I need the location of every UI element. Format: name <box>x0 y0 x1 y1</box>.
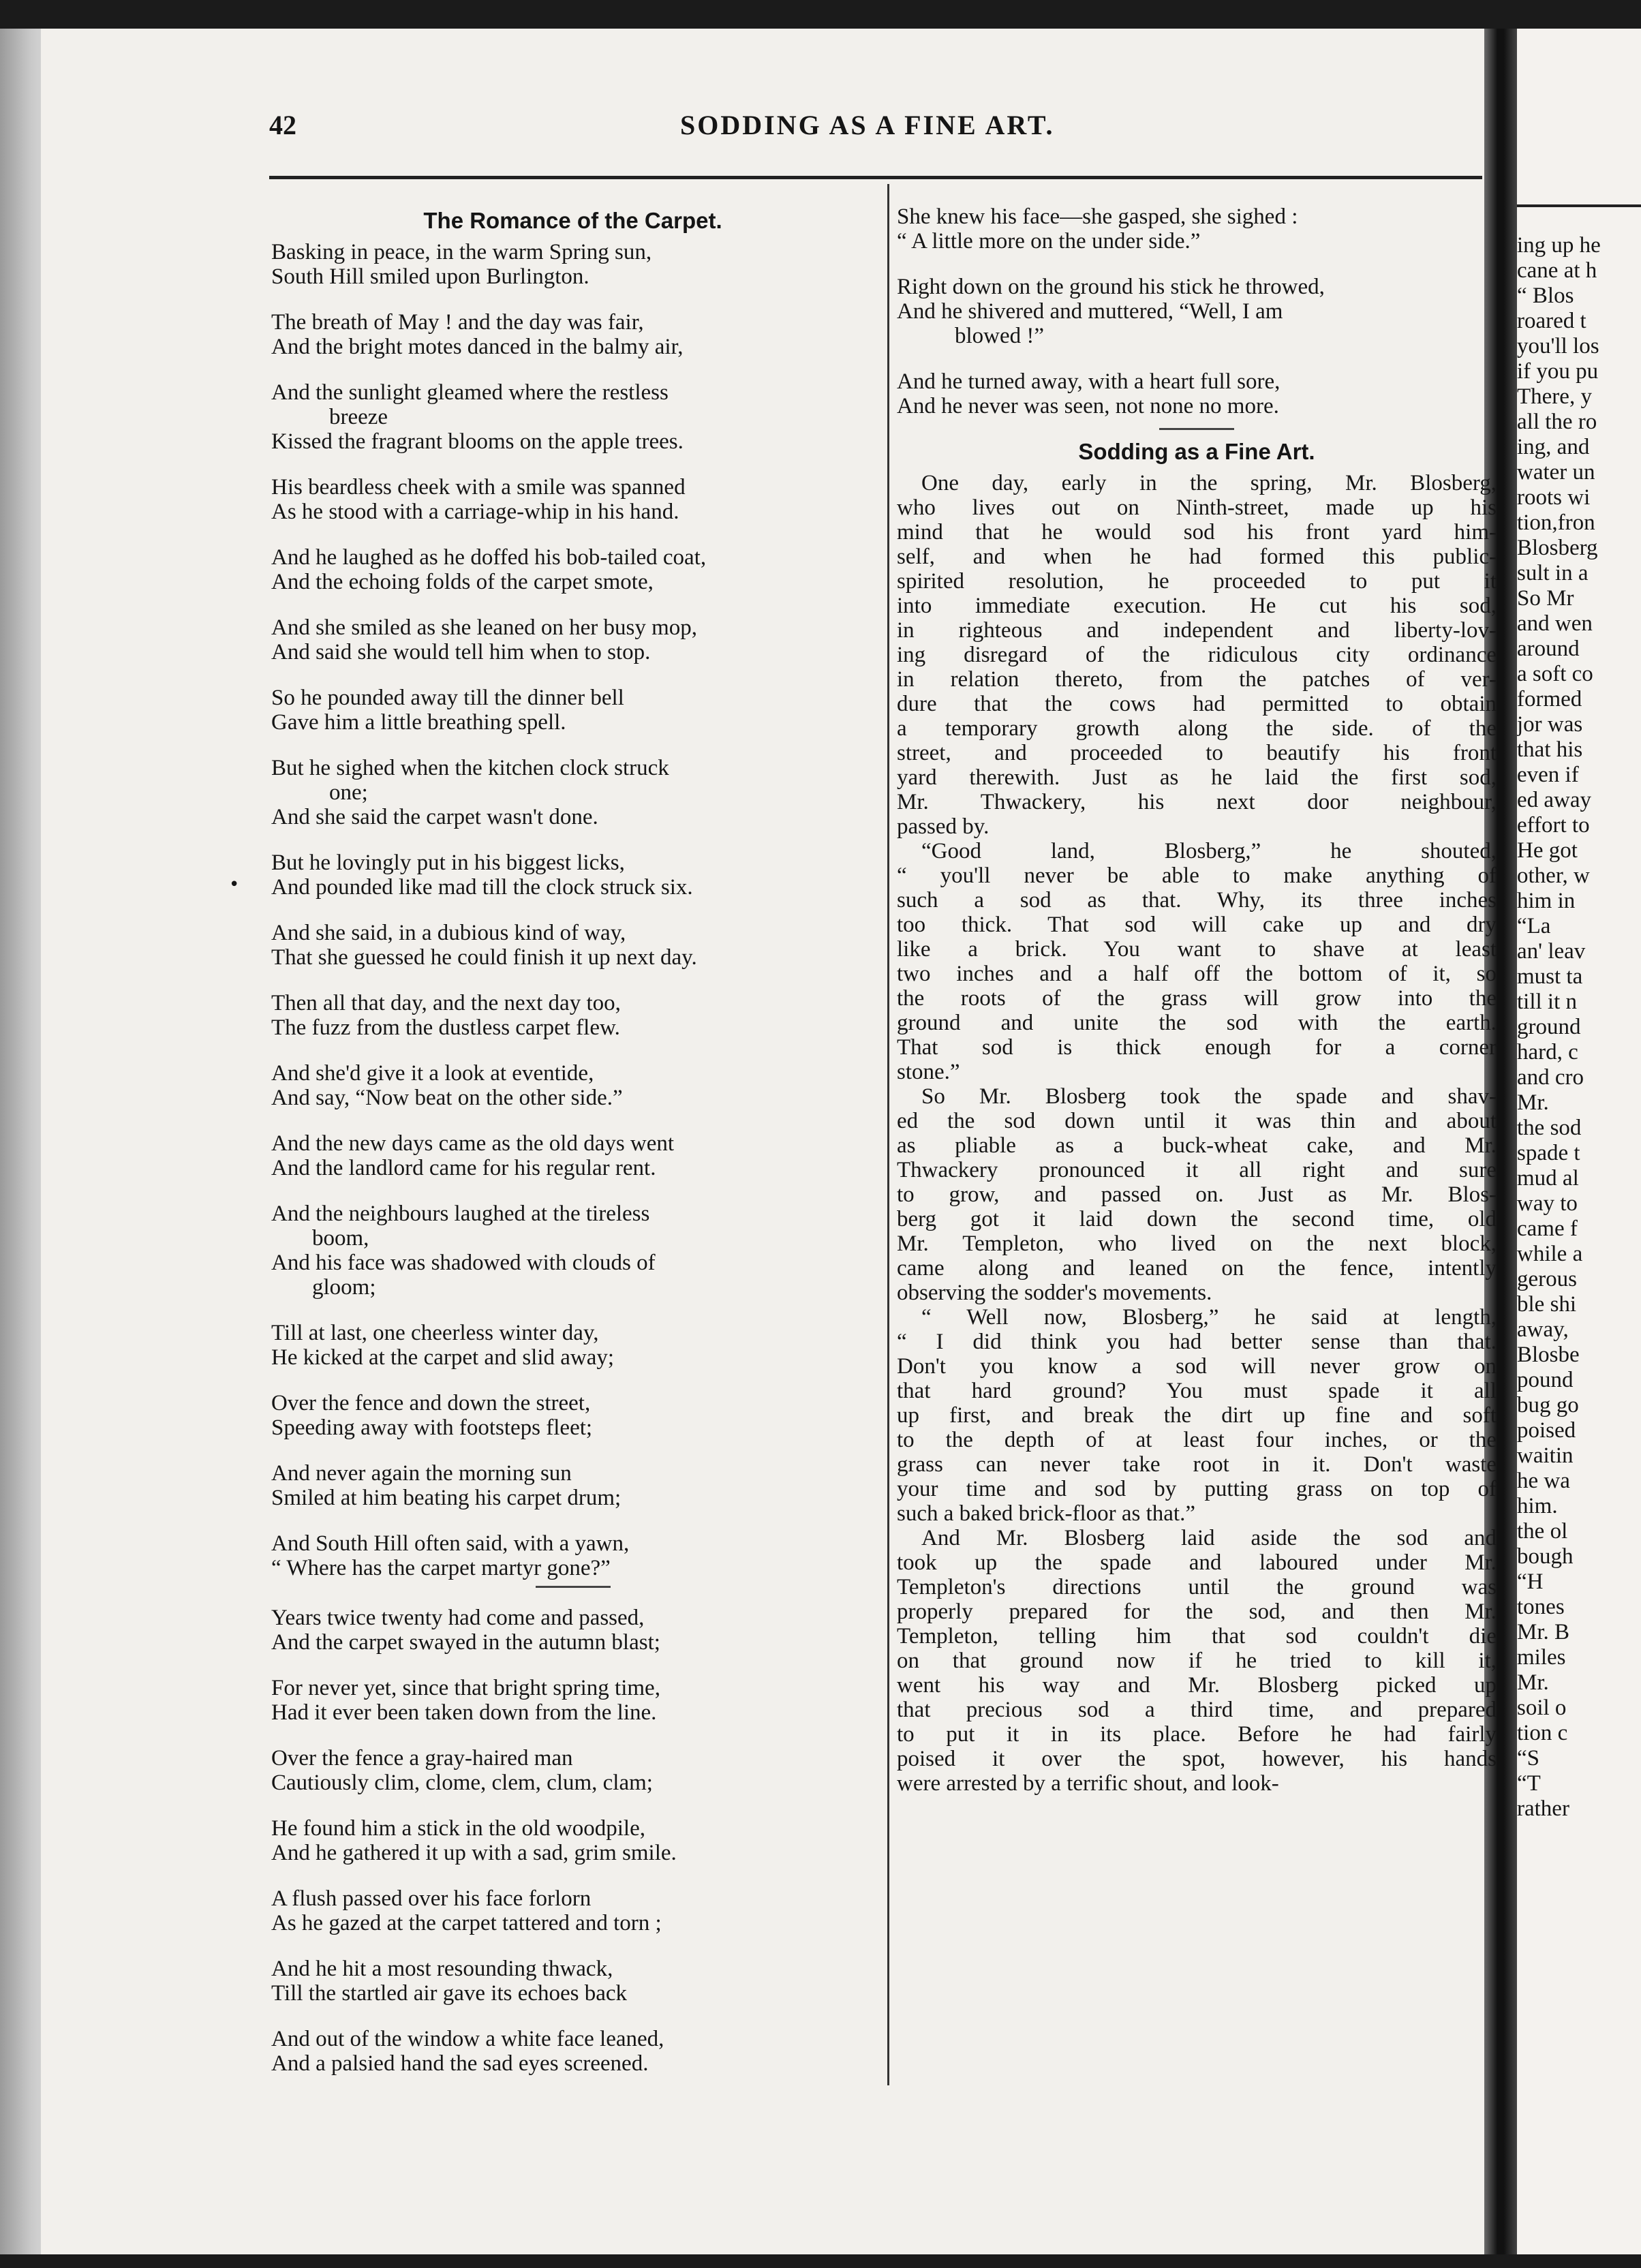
facing-page-line: “S <box>1517 1746 1539 1771</box>
verse-line: Smiled at him beating his carpet drum; <box>271 1486 622 1510</box>
verse-line: Years twice twenty had come and passed, <box>271 1606 645 1630</box>
text-line: Don't you know a sod will never grow on <box>897 1354 1497 1379</box>
verse-line: And he gathered it up with a sad, grim smile. <box>271 1841 677 1865</box>
facing-page-line: and wen <box>1517 611 1593 636</box>
facing-page-line: hard, c <box>1517 1040 1578 1064</box>
article-paragraph <box>897 839 1497 1084</box>
text-line: street, and proceeded to beautify his front <box>897 741 1497 765</box>
verse-line: Then all that day, and the next day too, <box>271 991 621 1015</box>
verse-line: And he turned away, with a heart full sore, <box>897 369 1280 394</box>
verse-line: As he gazed at the carpet tattered and torn ; <box>271 1911 662 1935</box>
article-column <box>897 204 1497 1796</box>
margin-mark: • <box>229 874 240 895</box>
text-line: berg got it laid down the second time, old <box>897 1207 1497 1231</box>
verse-line: Kissed the fragrant blooms on the apple trees. <box>271 429 684 454</box>
stanza <box>271 921 874 970</box>
stanza <box>271 1061 874 1110</box>
verse-line: And South Hill often said, with a yawn, <box>271 1531 630 1556</box>
stanza <box>271 545 874 594</box>
verse-line: And his face was shadowed with clouds of <box>271 1251 656 1275</box>
facing-page-line: Mr. <box>1517 1090 1549 1115</box>
verse-line: And he laughed as he doffed his bob-tailed coat, <box>271 545 707 570</box>
text-line: “ I did think you had better sense than that. <box>897 1330 1497 1354</box>
article-paragraph <box>897 1526 1497 1796</box>
stanza <box>271 756 874 829</box>
stanza <box>271 310 874 359</box>
text-line: passed by. <box>897 814 990 839</box>
text-line: Thwackery pronounced it all right and sure <box>897 1158 1497 1182</box>
facing-page-line: tion c <box>1517 1721 1568 1745</box>
stanza <box>897 275 1497 348</box>
verse-line: Till at last, one cheerless winter day, <box>271 1321 599 1345</box>
text-line: “ Well now, Blosberg,” he said at length, <box>921 1305 1497 1330</box>
verse-line: Till the startled air gave its echoes back <box>271 1981 628 2006</box>
text-line: two inches and a half off the bottom of it, so <box>897 962 1497 986</box>
verse-line: And out of the window a white face leaned, <box>271 2027 664 2051</box>
facing-page-line: ing up he <box>1517 233 1601 258</box>
text-line: So Mr. Blosberg took the spade and shav- <box>921 1084 1497 1109</box>
facing-page-line: There, y <box>1517 384 1592 409</box>
facing-page-line: bough <box>1517 1544 1574 1569</box>
text-line: on that ground now if he tried to kill it, <box>897 1649 1497 1673</box>
facing-page-line: way to <box>1517 1191 1578 1216</box>
poem-ending <box>897 204 1497 418</box>
verse-line: “ A little more on the under side.” <box>897 229 1201 254</box>
verse-line: Had it ever been taken down from the line. <box>271 1700 657 1725</box>
verse-line: And the bright motes danced in the balmy air, <box>271 335 684 359</box>
text-line: mind that he would sod his front yard him- <box>897 520 1497 545</box>
facing-page-line: bug go <box>1517 1393 1579 1418</box>
facing-page-line: must ta <box>1517 964 1583 989</box>
facing-page-line: effort to <box>1517 813 1590 838</box>
facing-page-line: “H <box>1517 1569 1544 1594</box>
stanza <box>271 240 874 289</box>
verse-line: Basking in peace, in the warm Spring sun, <box>271 240 652 264</box>
verse-line: A flush passed over his face forlorn <box>271 1886 592 1911</box>
text-line: to the depth of at least four inches, or the <box>897 1428 1497 1452</box>
text-line: “Good land, Blosberg,” he shouted, <box>921 839 1497 863</box>
facing-page-line: sult in a <box>1517 561 1589 585</box>
header-rule <box>269 176 1482 179</box>
verse-line: And he hit a most resounding thwack, <box>271 1957 613 1981</box>
text-line: Mr. Templeton, who lived on the next block, <box>897 1231 1497 1256</box>
text-line: that hard ground? You must spade it all <box>897 1379 1497 1403</box>
facing-page-line: that his <box>1517 737 1583 762</box>
facing-page-line: you'll los <box>1517 334 1599 358</box>
text-line: up first, and break the dirt up fine and soft <box>897 1403 1497 1428</box>
facing-page-line: poised <box>1517 1418 1576 1443</box>
verse-line: He found him a stick in the old woodpile, <box>271 1816 645 1841</box>
facing-page-line: roared t <box>1517 309 1586 333</box>
facing-page-line: he wa <box>1517 1469 1570 1493</box>
facing-page-line: gerous <box>1517 1267 1577 1291</box>
verse-line: one; <box>329 780 368 805</box>
text-line: in righteous and independent and liberty-lov- <box>897 618 1497 643</box>
running-title: SODDING AS A FINE ART. <box>680 110 1055 140</box>
poem-title: The Romance of the Carpet. <box>423 208 722 233</box>
verse-line: And said she would tell him when to stop. <box>271 640 651 664</box>
article-body <box>897 471 1497 1796</box>
text-line: to put it in its place. Before he had fairly <box>897 1722 1497 1747</box>
facing-page-line: even if <box>1517 763 1579 787</box>
verse-line: He kicked at the carpet and slid away; <box>271 1345 615 1370</box>
text-line: your time and sod by putting grass on top of <box>897 1477 1497 1501</box>
facing-page-line: Mr. B <box>1517 1620 1570 1644</box>
verse-line: And say, “Now beat on the other side.” <box>271 1086 623 1110</box>
verse-line: Over the fence a gray-haired man <box>271 1746 573 1771</box>
verse-line: But he sighed when the kitchen clock struck <box>271 756 669 780</box>
facing-page-rule <box>1517 204 1641 207</box>
article-paragraph <box>897 471 1497 839</box>
verse-line: As he stood with a carriage-whip in his hand. <box>271 500 679 524</box>
facing-page-line: waitin <box>1517 1443 1574 1468</box>
stanza <box>271 1957 874 2006</box>
facing-page-line: the ol <box>1517 1519 1568 1544</box>
verse-line: And the carpet swayed in the autumn blast; <box>271 1630 660 1655</box>
facing-page <box>1517 29 1641 2254</box>
facing-page-line: “T <box>1517 1771 1541 1796</box>
facing-page-line: ing, and <box>1517 435 1590 459</box>
text-line: who lives out on Ninth-street, made up his <box>897 495 1497 520</box>
text-line: took up the spade and laboured under Mr. <box>897 1550 1497 1575</box>
text-line: such a sod as that. Why, its three inches <box>897 888 1497 913</box>
verse-line: So he pounded away till the dinner bell <box>271 686 624 710</box>
text-line: went his way and Mr. Blosberg picked up <box>897 1673 1497 1698</box>
facing-page-line: roots wi <box>1517 485 1591 510</box>
text-line: ed the sod down until it was thin and about <box>897 1109 1497 1133</box>
verse-line: Over the fence and down the street, <box>271 1391 591 1415</box>
verse-line: And pounded like mad till the clock struck six. <box>271 875 693 900</box>
verse-line: And the new days came as the old days went <box>271 1131 675 1156</box>
facing-page-line: the sod <box>1517 1116 1582 1140</box>
stanza <box>271 380 874 454</box>
facing-page-line: around <box>1517 637 1580 661</box>
verse-line: And the neighbours laughed at the tireless <box>271 1201 650 1226</box>
facing-page-line: “La <box>1517 914 1551 938</box>
text-line: such a baked brick-floor as that.” <box>897 1501 1195 1526</box>
verse-line: And she'd give it a look at eventide, <box>271 1061 594 1086</box>
facing-page-line: an' leav <box>1517 939 1586 964</box>
poem-body <box>271 240 874 2076</box>
stanza <box>271 615 874 664</box>
verse-line: breeze <box>329 405 388 429</box>
text-line: in relation thereto, from the patches of ver- <box>897 667 1497 692</box>
verse-line: For never yet, since that bright spring time, <box>271 1676 660 1700</box>
text-line: stone.” <box>897 1060 960 1084</box>
facing-page-line: other, w <box>1517 863 1590 888</box>
text-line: like a brick. You want to shave at least <box>897 937 1497 962</box>
verse-line: And never again the morning sun <box>271 1461 572 1486</box>
facing-page-line: Mr. <box>1517 1670 1549 1695</box>
stanza <box>271 1816 874 1865</box>
stanza <box>897 204 1497 254</box>
verse-line: And he never was seen, not none no more. <box>897 394 1279 418</box>
facing-page-line: “ Blos <box>1517 284 1574 308</box>
verse-line: She knew his face—she gasped, she sighed : <box>897 204 1298 229</box>
facing-page-line: mud al <box>1517 1166 1579 1191</box>
text-line: “ you'll never be able to make anything of <box>897 863 1497 888</box>
facing-page-line: ground <box>1517 1015 1581 1039</box>
stanza <box>271 1461 874 1510</box>
article-paragraph <box>897 1305 1497 1526</box>
text-line: came along and leaned on the fence, intently <box>897 1256 1497 1281</box>
article-title: Sodding as a Fine Art. <box>1078 439 1315 464</box>
verse-line: Cautiously clim, clome, clem, clum, clam; <box>271 1771 653 1795</box>
facing-page-line: all the ro <box>1517 410 1597 434</box>
verse-line: And the sunlight gleamed where the restless <box>271 380 669 405</box>
facing-page-line: while a <box>1517 1242 1583 1266</box>
verse-line: South Hill smiled upon Burlington. <box>271 264 589 289</box>
facing-page-line: tion,fron <box>1517 510 1595 535</box>
text-line: One day, early in the spring, Mr. Blosberg, <box>921 471 1497 495</box>
text-line: a temporary growth along the side. of the <box>897 716 1497 741</box>
stanza <box>271 1886 874 1935</box>
stanza <box>271 475 874 524</box>
facing-page-line: him in <box>1517 889 1576 913</box>
facing-page-line: So Mr <box>1517 586 1574 611</box>
stanza <box>271 1131 874 1180</box>
stanza <box>271 1531 874 1580</box>
verse-line: Gave him a little breathing spell. <box>271 710 566 735</box>
text-line: into immediate execution. He cut his sod, <box>897 594 1497 618</box>
column-divider <box>887 184 889 2085</box>
text-line: Templeton, telling him that sod couldn't die <box>897 1624 1497 1649</box>
facing-page-line: till it n <box>1517 990 1578 1014</box>
verse-line: boom, <box>312 1226 369 1251</box>
facing-page-line: tones <box>1517 1595 1565 1619</box>
page-number: 42 <box>269 110 296 140</box>
stanza <box>271 686 874 735</box>
facing-page-line: him. <box>1517 1494 1558 1518</box>
text-line: grass can never take root in it. Don't waste <box>897 1452 1497 1477</box>
stanza <box>271 1676 874 1725</box>
text-line: too thick. That sod will cake up and dry <box>897 913 1497 937</box>
text-line: spirited resolution, he proceeded to put it <box>897 569 1497 594</box>
stanza <box>271 1201 874 1300</box>
facing-page-line: formed <box>1517 687 1582 711</box>
text-line: That sod is thick enough for a corner <box>897 1035 1497 1060</box>
facing-page-line: ed away <box>1517 788 1592 812</box>
facing-page-line: miles <box>1517 1645 1566 1670</box>
text-line: Templeton's directions until the ground was <box>897 1575 1497 1599</box>
facing-page-line: came f <box>1517 1216 1578 1241</box>
verse-line: blowed !” <box>955 324 1045 348</box>
facing-page-line: soil o <box>1517 1696 1567 1720</box>
text-line: that precious sod a third time, and prepared <box>897 1698 1497 1722</box>
verse-line: “ Where has the carpet martyr gone?” <box>271 1556 611 1580</box>
text-line: dure that the cows had permitted to obtain <box>897 692 1497 716</box>
facing-page-line: and cro <box>1517 1065 1584 1090</box>
facing-page-line: jor was <box>1517 712 1583 737</box>
facing-page-line: spade t <box>1517 1141 1580 1165</box>
verse-line: The fuzz from the dustless carpet flew. <box>271 1015 620 1040</box>
text-line: properly prepared for the sod, and then Mr. <box>897 1599 1497 1624</box>
verse-line: That she guessed he could finish it up next day. <box>271 945 697 970</box>
stanza <box>271 1606 874 1655</box>
facing-page-line: Blosberg <box>1517 536 1598 560</box>
stanza <box>271 850 874 900</box>
text-line: the roots of the grass will grow into the <box>897 986 1497 1011</box>
facing-page-line: water un <box>1517 460 1595 485</box>
verse-line: And the landlord came for his regular rent. <box>271 1156 656 1180</box>
verse-line: His beardless cheek with a smile was spanned <box>271 475 686 500</box>
facing-page-line: pound <box>1517 1368 1574 1392</box>
stanza <box>271 1391 874 1440</box>
verse-line: The breath of May ! and the day was fair, <box>271 310 644 335</box>
text-line: to grow, and passed on. Just as Mr. Blos- <box>897 1182 1497 1207</box>
verse-line: And the echoing folds of the carpet smote, <box>271 570 654 594</box>
verse-line: But he lovingly put in his biggest licks, <box>271 850 625 875</box>
text-line: as pliable as a buck-wheat cake, and Mr. <box>897 1133 1497 1158</box>
poem-column <box>271 204 874 2097</box>
verse-line: And she said, in a dubious kind of way, <box>271 921 626 945</box>
facing-page-line: cane at h <box>1517 258 1597 283</box>
verse-line: And she smiled as she leaned on her busy mop, <box>271 615 698 640</box>
facing-page-line: Blosbe <box>1517 1343 1580 1367</box>
verse-line: And he shivered and muttered, “Well, I am <box>897 299 1283 324</box>
facing-page-line: rather <box>1517 1796 1569 1821</box>
verse-line: gloom; <box>312 1275 376 1300</box>
facing-page-text <box>1517 233 1641 1822</box>
facing-page-line: if you pu <box>1517 359 1599 384</box>
text-line: poised it over the spot, however, his hands <box>897 1747 1497 1771</box>
stanza <box>271 1746 874 1795</box>
stanza <box>897 369 1497 418</box>
facing-page-line: away, <box>1517 1317 1569 1342</box>
text-line: yard therewith. Just as he laid the first sod, <box>897 765 1497 790</box>
text-line: Mr. Thwackery, his next door neighbour, <box>897 790 1497 814</box>
facing-page-line: a soft co <box>1517 662 1593 686</box>
stanza <box>271 1321 874 1370</box>
text-line: observing the sodder's movements. <box>897 1281 1212 1305</box>
verse-line: And she said the carpet wasn't done. <box>271 805 598 829</box>
verse-line: Right down on the ground his stick he throwed, <box>897 275 1325 299</box>
text-line: were arrested by a terrific shout, and look- <box>897 1771 1279 1796</box>
text-line: ing disregard of the ridiculous city ordinance <box>897 643 1497 667</box>
facing-page-line: He got <box>1517 838 1578 863</box>
poem-separator <box>536 1586 611 1588</box>
stanza <box>271 991 874 1040</box>
text-line: ground and unite the sod with the earth. <box>897 1011 1497 1035</box>
text-line: And Mr. Blosberg laid aside the sod and <box>921 1526 1497 1550</box>
facing-page-line: ble shi <box>1517 1292 1577 1317</box>
stanza <box>271 2027 874 2076</box>
verse-line: And a palsied hand the sad eyes screened. <box>271 2051 649 2076</box>
verse-line: Speeding away with footsteps fleet; <box>271 1415 593 1440</box>
article-paragraph <box>897 1084 1497 1305</box>
text-line: self, and when he had formed this public- <box>897 545 1497 569</box>
section-separator <box>1159 428 1234 430</box>
